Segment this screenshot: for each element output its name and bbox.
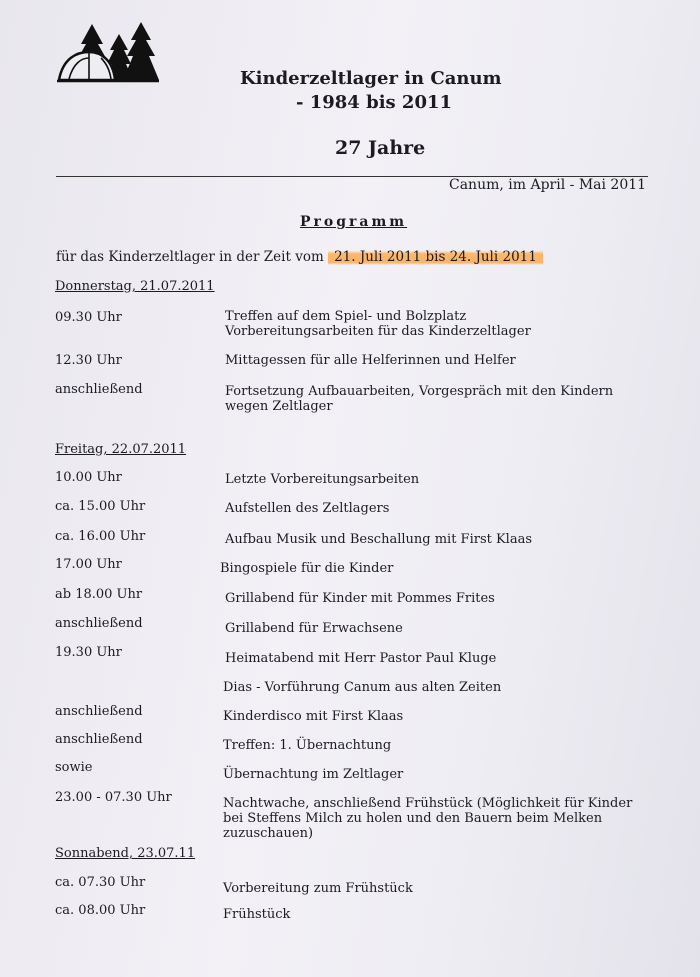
entry-time: 23.00 - 07.30 Uhr: [55, 790, 172, 805]
entry-activity: Heimatabend mit Herr Pastor Paul Kluge: [225, 651, 497, 666]
entry-activity: Grillabend für Kinder mit Pommes Frites: [225, 591, 495, 606]
program-intro: [56, 249, 543, 265]
entry-activity: Kinderdisco mit First Klaas: [223, 709, 404, 724]
entry-activity: Vorbereitung zum Frühstück: [223, 881, 413, 896]
entry-time: anschließend: [55, 382, 143, 397]
program-heading: Programm: [300, 214, 408, 230]
dateline: Canum, im April - Mai 2011: [449, 177, 647, 193]
entry-activity: Bingospiele für die Kinder: [220, 561, 394, 576]
tent-trees-logo: [55, 18, 160, 88]
entry-time: 09.30 Uhr: [55, 310, 122, 325]
entry-activity: Fortsetzung Aufbauarbeiten, Vorgespräch mit den Kindern wegen Zeltlager: [225, 384, 614, 414]
entry-time: anschließend: [55, 704, 143, 719]
entry-time: ab 18.00 Uhr: [55, 587, 143, 602]
entry-time: sowie: [55, 760, 93, 775]
entry-time: ca. 15.00 Uhr: [55, 499, 146, 514]
day-heading: Sonnabend, 23.07.11: [55, 846, 196, 861]
entry-activity: Nachtwache, anschließend Frühstück (Möglichkeit für Kinder bei Steffens Milch zu holen und den Bauern beim Melken zuzuschauen): [223, 796, 633, 841]
page-title: Kinderzeltlager in Canum: [240, 68, 502, 89]
entry-activity: Treffen: 1. Übernachtung: [223, 738, 392, 753]
entry-time: anschließend: [55, 616, 143, 631]
entry-activity: Frühstück: [223, 907, 291, 922]
entry-time: 17.00 Uhr: [55, 557, 122, 572]
entry-activity: Letzte Vorbereitungsarbeiten: [225, 472, 420, 487]
entry-time: ca. 07.30 Uhr: [55, 875, 146, 890]
day-heading: Freitag, 22.07.2011: [55, 442, 187, 457]
entry-activity: Übernachtung im Zeltlager: [223, 767, 404, 782]
intro-text: für das Kinderzeltlager in der Zeit vom: [56, 249, 324, 265]
pine-tree-icon: [123, 22, 159, 80]
anniversary-years: 27 Jahre: [335, 137, 426, 159]
entry-activity: Aufstellen des Zeltlagers: [225, 501, 390, 516]
entry-time: 19.30 Uhr: [55, 645, 122, 660]
day-heading: Donnerstag, 21.07.2011: [55, 279, 215, 294]
entry-activity: Treffen auf dem Spiel- und Bolzplatz Vorbereitungsarbeiten für das Kinderzeltlager: [225, 309, 531, 339]
entry-activity: Grillabend für Erwachsene: [225, 621, 403, 636]
entry-time: anschließend: [55, 732, 143, 747]
entry-activity: Aufbau Musik und Beschallung mit First Klaas: [225, 532, 533, 547]
entry-time: ca. 08.00 Uhr: [55, 903, 146, 918]
entry-activity: Mittagessen für alle Helferinnen und Helfer: [225, 353, 516, 368]
entry-activity: Dias - Vorführung Canum aus alten Zeiten: [223, 680, 502, 695]
entry-time: 10.00 Uhr: [55, 470, 122, 485]
entry-time: ca. 16.00 Uhr: [55, 529, 146, 544]
page-subtitle: - 1984 bis 2011: [296, 92, 453, 113]
highlighted-date-range: 21. Juli 2011 bis 24. Juli 2011: [328, 249, 543, 265]
entry-time: 12.30 Uhr: [55, 353, 122, 368]
